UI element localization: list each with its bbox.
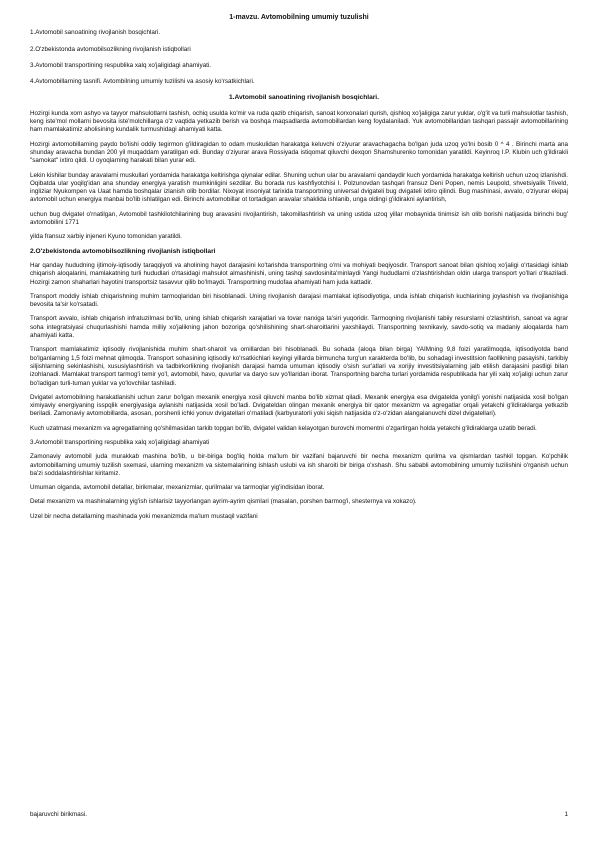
table-of-contents bbox=[30, 29, 568, 86]
section-1-paragraph: yilda fransuz xarbiy injeneri Kyuno tomonidan yaratildi. bbox=[30, 233, 182, 241]
section-3-paragraph: Zamonaviy avtomobil juda murakkab mashina bo'lib, u bir-biriga bog'liq holda ma'lum bir vazifani bajaruvchi bir necha mexanizm qurilma va qismlardan tashkil topgan. Ko'pchilik avtomobillarning umumiy tuzilish sxemasi, ularning mexanizm va sistemalarining ishlash uslubi va ish sharoiti bir biriga o'xshash. Shu sababli avtomobilning umumiy tuzilishini o'rganish uchun ba'zi soddalashtirishlar kiritamiz. bbox=[30, 453, 568, 477]
toc-item: 2.O'zbekistonda avtomobilsozlikning rivojlanish istiqbollari bbox=[30, 45, 191, 53]
toc-item: 4.Avtomobillarning tasnifi. Avtombilning umumiy tuzilishi va asosiy ko'rsatkichlari. bbox=[30, 78, 255, 86]
section-2-paragraph: Transport mamlakatimiz iqtisodiy rivojlanishida muhim shart-sharoit va omillardan biri hisoblanadi. Bu sohada (aloqa bilan birga) YAIMning 9,8 foizi yaratilmoqda, iqtisodiyotda band bo'lganlarning 1,5 foizi mehnat qilmoqda. Transport sohasining iqtisodiy ko'rsatkichlari keyingi yillarda birmuncha turg'un xarakterda bo'lib, bu sohadagi investitsion faollikning pasayishi, tarkibiy siljishlarning sekinlashishi, xususiylashtirish va tadbirkorlikning rivojlanish darajasi hamda umuman iqtisodiy o'sish sur'atlari va xorijiy investitsiyalarning jalb etilish darajasini pastligi bilan izohlanadi. Mamlakat transport tarmog'i temir yo'l, avtomobil, havo, quvurlar va daryo suv yo'llaridan iborat. Transportning barcha turlari yordamida respublikada har yili xalq xo'jaligi uchun zarur bo'ladigan turli-tuman yuklar va yo'lovchilar tashiladi. bbox=[30, 346, 568, 387]
section-1-paragraph: Hozirgi kunda xom ashyo va tayyor mahsulotlarni tashish, ochiq usulda ko'mir va ruda qazib chiqarish, sanoat korxonalari qurish, qishloq xo'jaligiga zarur yuklar, o'g'it va turli mahsulotlar tashish, keng iste'mol mollarni bevosita iste'molchillarga o'z vaqtida yetkazib berish va boshqa maqsadlarda avtomobillardan keng foydalaniladi. Yuk avtomobillaridan tashqari passajir avtomobillarining ham mamlakatimiz aholisining kundalik turmushidagi ahamiyati katta. bbox=[30, 109, 568, 134]
section-2-paragraph: Dvigatel avtomobilning harakatlanishi uchun zarur bo'lgan mexanik energiya xosil qiluvchi manba bo'lib xizmat qiladi. Mexanik energiya esa dvigatelda yonilg'i yonishi natijasida xosil bo'lgan ximiyaviy energiyaning isspqlik energiyasiga aylanishi natijasida xosil bo'ladi. Dvigateldan olingan mexanik energiya bir qator mexanizm va agregatlar orqali yetakchi g'ildiraklarga yetkazib beriladi. Zamonaviy avtomobillarda, asosan, porshenli ichki yonuv dvigatellari o'rnatiladi (karbyuratorli yoki siqish natijasida o'z-o'zidan alangalanuvchi dizel dvigatellari). bbox=[30, 393, 568, 418]
section-2-paragraph: Transport avvalo, ishlab chiqarish infratuzilmasi bo'lib, uning ishlab chiqarish xarajatlari va tovar narxiga ta'siri yuqoridir. Tarmoqning rivojlanishi tabiiy resurslarni o'zlashtirish, sanoat va agrar soha integratsiyasi chuqurlashishi hamda milliy xo'jalikning jahon bozoriga qo'shilishining shart-sharoitlarini yaxshilaydi. Transportning texnikaviy, savdo-sotiq va madaniy aloqalarda ham ahamiyati katta. bbox=[30, 315, 568, 340]
section-2-paragraph: Kuch uzatmasi mexanizm va agregatlarning qo'shilmasidan tarkib topgan bo'lib, dvigatel validan kelayotgan burovchi momentni o'zgartirgan holda yetakchi g'ildiraklarga uzatib beradi. bbox=[30, 424, 537, 432]
section-2-heading: 2.O'zbekistonda avtomobilsozlikning rivojlanish istiqbollari bbox=[30, 247, 216, 255]
section-1-paragraph: Lekin kishilar bunday aravalarni muskullari yordamida harakatga keltirishga qiynalar edilar. Shuning uchun ular bu aravalarni qandaydir kuch yordamida harakatga keltirish uchun uzoq izlanishdi. Oqibatda ular yoqilg'idan ana shunday energiya yaratish mumkinligini sezdilar. Bu borada rus kashfiyotchisi I. Polzunovdan tashqari fransuz Deni Popen, nemis Leupold, shvetsiyalik Triveld, ingliziar Nyukompen va Uaat hamda boshqalar izlanish olib bordilar. Nixoyat insoniyat tarixida transportning universal dvigateli bug dvigateli ixtiro qilindi. Bug mashinasi, avvalo, o'ziyurar ekipaj avtomobil uchun energiya manbai bo'lib ishlatilgan edi. Birinchi avtomobillar ot tortadigan aravalar shaklida ishlanib, unga oldingi g'ildirakni aylantirish, bbox=[30, 171, 568, 204]
page-number: 1 bbox=[564, 811, 568, 818]
document-title: 1-mavzu. Avtomobilning umumiy tuzulishi bbox=[229, 14, 369, 21]
section-3-paragraph: Uzel bir necha detallarning mashinada yoki mexanizmda ma'lum mustaqil vazifani bbox=[30, 512, 258, 520]
section-3-heading: 3.Avtomobil transportining respublika xalq xo'jaligidagi ahamiyati bbox=[30, 438, 210, 446]
section-3-paragraph: Detal mexanizm va mashinalarning yig'ish ishlarisiz tayyorlangan ayrim-ayrim qismlari (masalan, porshen barmog'i, shesternya va xokazo). bbox=[30, 498, 417, 506]
section-1-paragraph: Hozirgi avtomobillarning paydo bo'lishi oddiy tegirmon g'ildiragidan to odam muskulidan harakatga keluvchi o'ziyurar aravachagacha bo'lgan juda uzoq yo'lni bosib 0 ^ 4 . Birinchi marta ana shunday aravacha bundan 200 yil muqaddam yaratilgan edi. Bunday o'ziyurar arava Rossiyada istiqomat qiluvchi dexqon Shamshurenko tomonidan yaratildi. Keyinroq I.P. Klubin uch g'ildirakli "samokat" ixtiro qildi. U oyoqlarning harakati bilan yurar edi. bbox=[30, 140, 568, 165]
section-2-paragraph: Har qanday hududning ijtimoiy-iqtisodiy taraqqiyoti va aholining hayot darajasini ko'tarishda transportning o'rni va mohiyati beqiyosdir. Transport sanoat bilan qishloq xo'jaligi o'rtasidagi ishlab chiqarish aloqalarini, mamlakatning turli hududlari o'rtasidagi mahsulot almashinishi, uning tashqi savdosinita'minlaydi Yangi hududlarni o'zlashtirishdan oldin ularga transport yo'llari o'tkaziladi. Hozirgi zamon shaharlari hayotini transportsiz tasavvur qilib bo'lmaydi. Transportning mudofaa ahamiyati ham juda kattadir. bbox=[30, 261, 568, 286]
toc-item: 3.Avtomobil transportining respublika xalq xo'jaligidagi ahamiyati. bbox=[30, 61, 211, 69]
section-2-paragraph: Transport moddiy ishlab chiqarishning muhim tarmoqlaridan biri hisoblanadi. Uning rivojlanish darajasi mamlakat iqtisodiyotiga, unda ishlab chiqarish kuchlarining joylashish va rivojlanishiga bevosita ta'sir ko'rsatadi. bbox=[30, 292, 568, 309]
page-footer-text: bajaruvchi birikmasi. bbox=[30, 811, 88, 818]
section-1-paragraph: uchun bug dvigatel o'rnatilgan, Avtomobil tashkilotchilarining bug aravasini rivojlantirish, takomillashtirish va uning ustida uzoq yillar mobaynida tinimsiz ish olib borishi natijasida birinchi bug' avtomobilini 1771 bbox=[30, 210, 568, 227]
toc-item: 1.Avtomobil sanoatining rivojlanish bosqichlari. bbox=[30, 29, 161, 37]
section-1-heading: 1.Avtomobil sanoatining rivojlanish bosqichlari. bbox=[229, 94, 379, 102]
section-3-paragraph: Umuman olganda, avtomobil detallar, birikmalar, mexanizmlar, qurilmalar va tarmoqlar yig'indisidan iborat. bbox=[30, 484, 325, 492]
